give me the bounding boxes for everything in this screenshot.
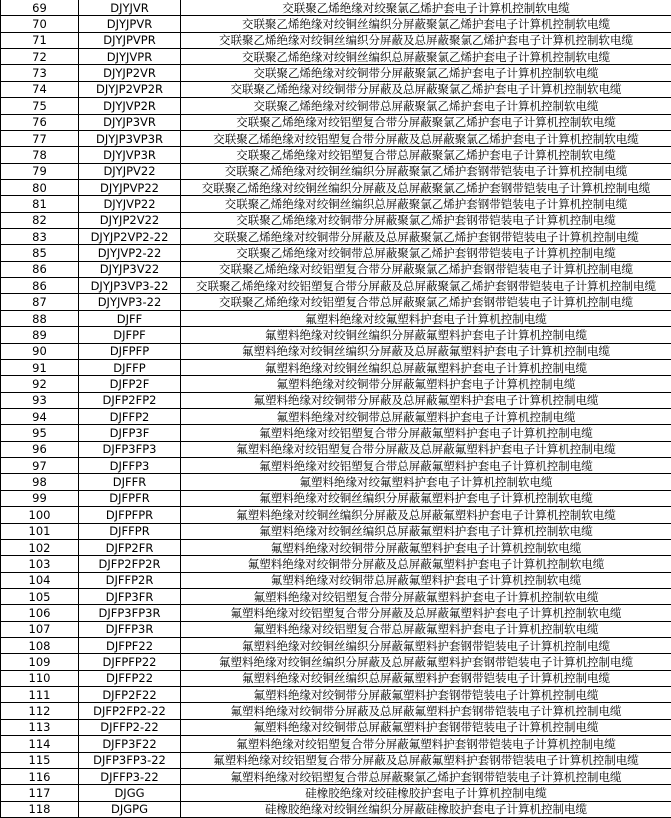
product-name-cell: 交联聚乙烯绝缘对绞铝塑复合带分屏蔽及总屏蔽聚氯乙烯护套钢带铠装电子计算机控制电缆: [181, 278, 671, 294]
model-code-cell: DJFPFP22: [79, 654, 181, 670]
product-name-cell: 氟塑料绝缘对绞铜丝编织分屏蔽及总屏蔽氟塑料护套电子计算机控制电缆: [181, 343, 671, 359]
row-number-cell: 76: [1, 114, 79, 130]
row-number-cell: 83: [1, 229, 79, 245]
model-code-cell: DJGG: [79, 785, 181, 801]
product-name-cell: 氟塑料绝缘对绞铜带分屏蔽氟塑料护套电子计算机控制电缆: [181, 376, 671, 392]
model-code-cell: DJFPF: [79, 327, 181, 343]
table-row: [1, 638, 671, 654]
row-number-cell: 117: [1, 785, 79, 801]
model-code-cell: DJFFP3: [79, 458, 181, 474]
model-code-cell: DJYJP3V22: [79, 261, 181, 277]
table-row: [1, 327, 671, 343]
model-code-cell: DJYJVP2R: [79, 98, 181, 114]
model-code-cell: DJFFP3R: [79, 621, 181, 637]
model-code-cell: DJYJP3VP3-22: [79, 278, 181, 294]
row-number-cell: 79: [1, 163, 79, 179]
model-code-cell: DJFP2FP2R: [79, 556, 181, 572]
row-number-cell: 86: [1, 261, 79, 277]
product-name-cell: 交联聚乙烯绝缘对绞铜丝编织总屏蔽聚氯乙烯护套电子计算机控制软电缆: [181, 49, 671, 65]
model-code-cell: DJFP2FR: [79, 539, 181, 555]
row-number-cell: 70: [1, 16, 79, 32]
row-number-cell: 92: [1, 376, 79, 392]
table-row: [1, 196, 671, 212]
product-name-cell: 氟塑料绝缘对绞氟塑料护套电子计算机控制电缆: [181, 310, 671, 326]
model-code-cell: DJFP3FP3R: [79, 605, 181, 621]
row-number-cell: 87: [1, 294, 79, 310]
row-number-cell: 86: [1, 278, 79, 294]
model-code-cell: DJYJP3VP3R: [79, 130, 181, 146]
row-number-cell: 80: [1, 179, 79, 195]
product-name-cell: 氟塑料绝缘对绞铝塑复合带总屏蔽氟塑料护套电子计算机控制电缆: [181, 458, 671, 474]
table-row: [1, 703, 671, 719]
product-name-cell: 交联聚乙烯绝缘对绞铜带分屏蔽聚氯乙烯护套电子计算机控制软电缆: [181, 65, 671, 81]
table-row: [1, 32, 671, 48]
row-number-cell: 89: [1, 327, 79, 343]
model-code-cell: DJGPG: [79, 801, 181, 817]
row-number-cell: 102: [1, 539, 79, 555]
product-name-cell: 交联聚乙烯绝缘对绞铝塑复合带总屏蔽聚氯乙烯护套钢带铠装电子计算机控制电缆: [181, 294, 671, 310]
row-number-cell: 75: [1, 98, 79, 114]
product-name-cell: 氟塑料绝缘对绞铜丝编织总屏蔽氟塑料护套电子计算机控制软电缆: [181, 523, 671, 539]
row-number-cell: 82: [1, 212, 79, 228]
row-number-cell: 109: [1, 654, 79, 670]
product-name-cell: 氟塑料绝缘对绞铝塑复合带分屏蔽氟塑料护套电子计算机控制软电缆: [181, 588, 671, 604]
table-row: [1, 408, 671, 424]
product-name-cell: 硅橡胶绝缘对绞铜丝编织分屏蔽硅橡胶护套电子计算机控制电缆: [181, 801, 671, 817]
row-number-cell: 107: [1, 621, 79, 637]
table-row: [1, 294, 671, 310]
table-row: [1, 588, 671, 604]
row-number-cell: 88: [1, 310, 79, 326]
model-code-cell: DJYJPV22: [79, 163, 181, 179]
model-code-cell: DJFPFR: [79, 490, 181, 506]
row-number-cell: 111: [1, 687, 79, 703]
row-number-cell: 104: [1, 572, 79, 588]
product-name-cell: 氟塑料绝缘对绞铜丝编织分屏蔽氟塑料护套电子计算机控制软电缆: [181, 490, 671, 506]
product-name-cell: 氟塑料绝缘对绞铜丝编织分屏蔽氟塑料护套钢带铠装电子计算机控制电缆: [181, 638, 671, 654]
model-code-cell: DJYJPVPR: [79, 32, 181, 48]
table-row: [1, 687, 671, 703]
row-number-cell: 71: [1, 32, 79, 48]
model-code-cell: DJFP2F22: [79, 687, 181, 703]
product-name-cell: 氟塑料绝缘对绞铜带总屏蔽氟塑料护套钢带铠装电子计算机控制电缆: [181, 719, 671, 735]
table-row: [1, 98, 671, 114]
model-code-cell: DJFFP3-22: [79, 768, 181, 784]
row-number-cell: 93: [1, 392, 79, 408]
product-name-cell: 交联聚乙烯绝缘对绞铝塑复合带分屏蔽聚氯乙烯护套钢带铠装电子计算机控制电缆: [181, 261, 671, 277]
model-code-cell: DJFP2F: [79, 376, 181, 392]
product-name-cell: 氟塑料绝缘对绞铜带分屏蔽及总屏蔽氟塑料护套电子计算机控制电缆: [181, 392, 671, 408]
product-name-cell: 氟塑料绝缘对绞铜丝编织总屏蔽氟塑料护套钢带铠装电子计算机控制电缆: [181, 670, 671, 686]
model-code-cell: DJYJVP2-22: [79, 245, 181, 261]
product-name-cell: 交联聚乙烯绝缘对绞铜带总屏蔽聚氯乙烯护套电子计算机控制软电缆: [181, 98, 671, 114]
row-number-cell: 77: [1, 130, 79, 146]
row-number-cell: 73: [1, 65, 79, 81]
table-row: [1, 147, 671, 163]
table-row: [1, 229, 671, 245]
model-code-cell: DJFPF22: [79, 638, 181, 654]
product-name-cell: 氟塑料绝缘对绞铜带总屏蔽氟塑料护套电子计算机控制电缆: [181, 408, 671, 424]
product-name-cell: 交联聚乙烯绝缘对绞铝塑复合带分屏蔽聚氯乙烯护套电子计算机控制软电缆: [181, 114, 671, 130]
row-number-cell: 105: [1, 588, 79, 604]
product-name-cell: 交联聚乙烯绝缘对绞铝塑复合带总屏蔽聚氯乙烯护套电子计算机控制软电缆: [181, 147, 671, 163]
row-number-cell: 97: [1, 458, 79, 474]
product-name-cell: 交联聚乙烯绝缘对绞铜带总屏蔽聚氯乙烯护套钢带铠装电子计算机控制电缆: [181, 245, 671, 261]
model-code-cell: DJFP3F22: [79, 736, 181, 752]
row-number-cell: 103: [1, 556, 79, 572]
model-code-cell: DJFFP2: [79, 408, 181, 424]
product-name-cell: 交联聚乙烯绝缘对绞铜丝编织分屏蔽及总屏蔽聚氯乙烯护套钢带铠装电子计算机控制电缆: [181, 179, 671, 195]
product-name-cell: 交联聚乙烯绝缘对绞铜丝编织分屏蔽聚氯乙烯护套电子计算机控制软电缆: [181, 16, 671, 32]
product-name-cell: 交联聚乙烯绝缘对绞聚氯乙烯护套电子计算机控制软电缆: [181, 0, 671, 16]
model-code-cell: DJFP3FP3-22: [79, 752, 181, 768]
product-name-cell: 氟塑料绝缘对绞铝塑复合带分屏蔽氟塑料护套钢带铠装电子计算机控制电缆: [181, 736, 671, 752]
row-number-cell: 81: [1, 196, 79, 212]
table-row: [1, 343, 671, 359]
model-code-cell: DJYJVP22: [79, 196, 181, 212]
table-row: [1, 523, 671, 539]
row-number-cell: 100: [1, 507, 79, 523]
model-code-cell: DJYJPVR: [79, 16, 181, 32]
row-number-cell: 99: [1, 490, 79, 506]
model-code-cell: DJFF: [79, 310, 181, 326]
model-code-cell: DJFFP22: [79, 670, 181, 686]
table-row: [1, 278, 671, 294]
table-row: [1, 507, 671, 523]
model-code-cell: DJFPFPR: [79, 507, 181, 523]
model-code-cell: DJFPFP: [79, 343, 181, 359]
row-number-cell: 101: [1, 523, 79, 539]
model-code-cell: DJYJVPR: [79, 49, 181, 65]
product-name-cell: 氟塑料绝缘对绞铜丝编织分屏蔽及总屏蔽氟塑料护套钢带铠装电子计算机控制电缆: [181, 654, 671, 670]
table-row: [1, 179, 671, 195]
row-number-cell: 74: [1, 81, 79, 97]
table-row: [1, 245, 671, 261]
model-code-cell: DJYJVP3-22: [79, 294, 181, 310]
model-code-cell: DJFFP2R: [79, 572, 181, 588]
model-code-cell: DJFP3F: [79, 425, 181, 441]
row-number-cell: 108: [1, 638, 79, 654]
table-row: [1, 490, 671, 506]
table-row: [1, 654, 671, 670]
table-row: [1, 801, 671, 817]
model-code-cell: DJFP3FP3: [79, 441, 181, 457]
model-code-cell: DJYJP3VR: [79, 114, 181, 130]
product-name-cell: 氟塑料绝缘对绞铜带分屏蔽及总屏蔽氟塑料护套钢带铠装电子计算机控制电缆: [181, 703, 671, 719]
product-name-cell: 氟塑料绝缘对绞铜带分屏蔽及总屏蔽氟塑料护套电子计算机控制软电缆: [181, 556, 671, 572]
model-code-cell: DJFFR: [79, 474, 181, 490]
table-row: [1, 310, 671, 326]
row-number-cell: 96: [1, 441, 79, 457]
product-name-cell: 氟塑料绝缘对绞铜丝编织总屏蔽氟塑料护套电子计算机控制电缆: [181, 359, 671, 375]
table-row: [1, 474, 671, 490]
row-number-cell: 94: [1, 408, 79, 424]
table-row: [1, 425, 671, 441]
product-name-cell: 氟塑料绝缘对绞铜带总屏蔽氟塑料护套电子计算机控制软电缆: [181, 572, 671, 588]
row-number-cell: 112: [1, 703, 79, 719]
table-row: [1, 130, 671, 146]
product-name-cell: 氟塑料绝缘对绞铜丝编织分屏蔽氟塑料护套电子计算机控制电缆: [181, 327, 671, 343]
model-code-cell: DJYJVP3R: [79, 147, 181, 163]
table-row: [1, 212, 671, 228]
table-row: [1, 605, 671, 621]
model-code-cell: DJFFPR: [79, 523, 181, 539]
model-code-cell: DJFP2FP2: [79, 392, 181, 408]
table-row: [1, 392, 671, 408]
product-name-cell: 氟塑料绝缘对绞铝塑复合带分屏蔽及总屏蔽氟塑料护套电子计算机控制软电缆: [181, 605, 671, 621]
product-name-cell: 氟塑料绝缘对绞铜丝编织分屏蔽及总屏蔽氟塑料护套电子计算机控制软电缆: [181, 507, 671, 523]
table-row: [1, 16, 671, 32]
table-row: [1, 114, 671, 130]
table-row: [1, 81, 671, 97]
row-number-cell: 114: [1, 736, 79, 752]
product-name-cell: 氟塑料绝缘对绞铝塑复合带总屏蔽聚氯乙烯护套钢带铠装电子计算机控制电缆: [181, 768, 671, 784]
product-name-cell: 氟塑料绝缘对绞铜带分屏蔽氟塑料护套电子计算机控制软电缆: [181, 539, 671, 555]
model-code-cell: DJFFP: [79, 359, 181, 375]
row-number-cell: 113: [1, 719, 79, 735]
table-body: [1, 0, 671, 817]
product-name-cell: 氟塑料绝缘对绞铜带分屏蔽氟塑料护套钢带铠装电子计算机控制电缆: [181, 687, 671, 703]
table-row: [1, 441, 671, 457]
table-row: [1, 539, 671, 555]
product-name-cell: 交联聚乙烯绝缘对绞铜丝编织总屏蔽聚氯乙烯护套钢带铠装电子计算机控制电缆: [181, 196, 671, 212]
model-code-cell: DJFP2FP2-22: [79, 703, 181, 719]
row-number-cell: 98: [1, 474, 79, 490]
model-code-cell: DJYJP2VP2-22: [79, 229, 181, 245]
model-code-cell: DJYJP2VP2R: [79, 81, 181, 97]
product-name-cell: 交联聚乙烯绝缘对绞铜带分屏蔽及总屏蔽聚氯乙烯护套电子计算机控制软电缆: [181, 81, 671, 97]
product-name-cell: 交联聚乙烯绝缘对绞铜带分屏蔽聚氯乙烯护套钢带铠装电子计算机控制电缆: [181, 212, 671, 228]
model-code-cell: DJYJP2V22: [79, 212, 181, 228]
row-number-cell: 78: [1, 147, 79, 163]
table-row: [1, 0, 671, 16]
model-code-cell: DJFP3FR: [79, 588, 181, 604]
table-row: [1, 261, 671, 277]
product-name-cell: 交联聚乙烯绝缘对绞铝塑复合带分屏蔽及总屏蔽聚氯乙烯护套电子计算机控制软电缆: [181, 130, 671, 146]
table-row: [1, 572, 671, 588]
row-number-cell: 116: [1, 768, 79, 784]
table-row: [1, 65, 671, 81]
row-number-cell: 118: [1, 801, 79, 817]
row-number-cell: 91: [1, 359, 79, 375]
product-name-cell: 交联聚乙烯绝缘对绞铜丝编织分屏蔽及总屏蔽聚氯乙烯护套电子计算机控制软电缆: [181, 32, 671, 48]
product-name-cell: 硅橡胶绝缘对绞硅橡胶护套电子计算机控制电缆: [181, 785, 671, 801]
table-row: [1, 621, 671, 637]
table-row: [1, 49, 671, 65]
table-row: [1, 458, 671, 474]
model-code-cell: DJYJPVP22: [79, 179, 181, 195]
product-name-cell: 氟塑料绝缘对绞氟塑料护套电子计算机控制软电缆: [181, 474, 671, 490]
table-row: [1, 163, 671, 179]
table-row: [1, 556, 671, 572]
model-code-cell: DJYJVR: [79, 0, 181, 16]
model-code-cell: DJYJP2VR: [79, 65, 181, 81]
product-name-cell: 交联聚乙烯绝缘对绞铜丝编织分屏蔽聚氯乙烯护套钢带铠装电子计算机控制电缆: [181, 163, 671, 179]
product-name-cell: 氟塑料绝缘对绞铝塑复合带分屏蔽氟塑料护套电子计算机控制电缆: [181, 425, 671, 441]
product-name-cell: 交联聚乙烯绝缘对绞铜带分屏蔽及总屏蔽聚氯乙烯护套钢带铠装电子计算机控制电缆: [181, 229, 671, 245]
row-number-cell: 90: [1, 343, 79, 359]
model-code-cell: DJFFP2-22: [79, 719, 181, 735]
row-number-cell: 69: [1, 0, 79, 16]
product-name-cell: 氟塑料绝缘对绞铝塑复合带分屏蔽及总屏蔽氟塑料护套钢带铠装电子计算机控制电缆: [181, 752, 671, 768]
table-row: [1, 785, 671, 801]
row-number-cell: 95: [1, 425, 79, 441]
table-row: [1, 719, 671, 735]
table-row: [1, 736, 671, 752]
product-name-cell: 氟塑料绝缘对绞铝塑复合带总屏蔽氟塑料护套电子计算机控制软电缆: [181, 621, 671, 637]
row-number-cell: 72: [1, 49, 79, 65]
table-row: [1, 752, 671, 768]
row-number-cell: 115: [1, 752, 79, 768]
table-row: [1, 359, 671, 375]
table-row: [1, 670, 671, 686]
row-number-cell: 106: [1, 605, 79, 621]
table-row: [1, 768, 671, 784]
row-number-cell: 110: [1, 670, 79, 686]
row-number-cell: 85: [1, 245, 79, 261]
product-name-cell: 氟塑料绝缘对绞铝塑复合带分屏蔽及总屏蔽氟塑料护套电子计算机控制电缆: [181, 441, 671, 457]
table-row: [1, 376, 671, 392]
